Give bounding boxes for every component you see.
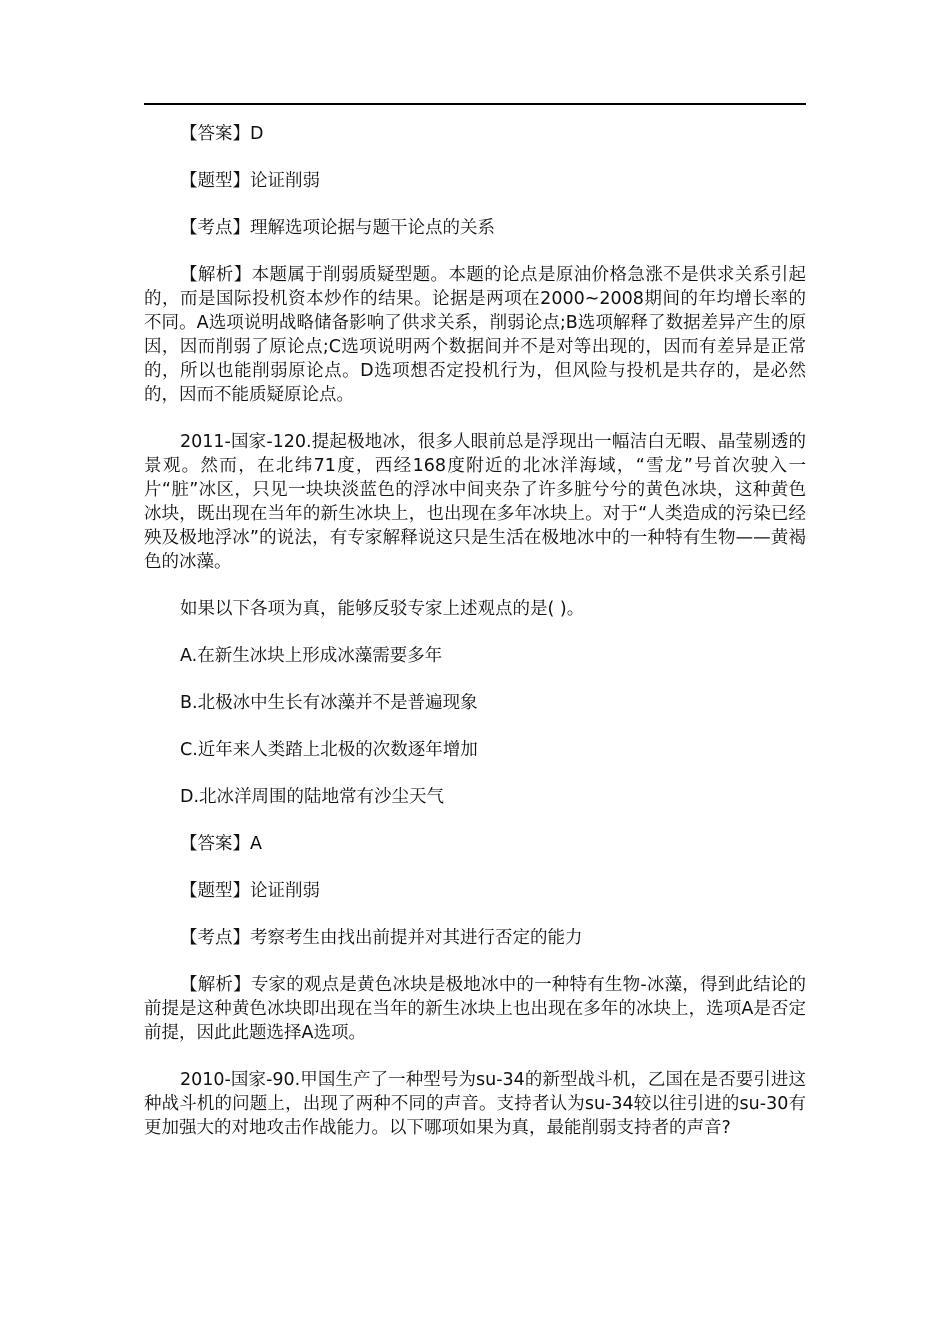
- top-divider: [144, 103, 806, 105]
- option-c: C.近年来人类踏上北极的次数逐年增加: [180, 740, 478, 760]
- analysis-paragraph: 【解析】专家的观点是黄色冰块是极地冰中的一种特有生物-冰藻，得到此结论的前提是这种黄色冰块即出现在当年的新生冰块上也出现在多年的冰块上，选项A是否定前提，因此此题选择A选项。: [144, 975, 806, 1043]
- question-paragraph: 2011-国家-120.提起极地冰，很多人眼前总是浮现出一幅洁白无暇、晶莹剔透的景观。然而，在北纬71度，西经168度附近的北冰洋海域，“雪龙”号首次驶入一片“脏”冰区，只见一块块淡蓝色的浮冰中间夹杂了许多脏兮兮的黄色冰块，这种黄色冰块，既出现在当年的新生冰块上，也出现在多年冰块上。对于“人类造成的污染已经殃及极地浮冰”的说法，有专家解释说这只是生活在极地冰中的一种特有生物——黄褐色的冰藻。: [144, 432, 806, 572]
- option-a: A.在新生冰块上形成冰藻需要多年: [180, 646, 443, 666]
- question-prompt: 如果以下各项为真，能够反驳专家上述观点的是( )。: [180, 599, 585, 619]
- question-type-line: 【题型】论证削弱: [180, 171, 320, 191]
- document-body: [144, 122, 806, 1163]
- option-b: B.北极冰中生长有冰藻并不是普遍现象: [180, 693, 478, 713]
- answer-line: 【答案】A: [180, 834, 262, 854]
- question-paragraph: 2010-国家-90.甲国生产了一种型号为su-34的新型战斗机，乙国在是否要引进这种战斗机的问题上，出现了两种不同的声音。支持者认为su-34较以往引进的su-30有更加强大的对地攻击作战能力。以下哪项如果为真，最能削弱支持者的声音?: [144, 1070, 806, 1138]
- question-type-line: 【题型】论证削弱: [180, 881, 320, 901]
- test-point-line: 【考点】考察考生由找出前提并对其进行否定的能力: [180, 928, 583, 948]
- test-point-line: 【考点】理解选项论据与题干论点的关系: [180, 218, 495, 238]
- option-d: D.北冰洋周围的陆地常有沙尘天气: [180, 787, 445, 807]
- analysis-paragraph: 【解析】本题属于削弱质疑型题。本题的论点是原油价格急涨不是供求关系引起的，而是国际投机资本炒作的结果。论据是两项在2000~2008期间的年均增长率的不同。A选项说明战略储备影响了供求关系，削弱论点;B选项解释了数据差异产生的原因，因而削弱了原论点;C选项说明两个数据间并不是对等出现的，因而有差异是正常的，所以也能削弱原论点。D选项想否定投机行为，但风险与投机是共存的，是必然的，因而不能质疑原论点。: [144, 265, 806, 405]
- answer-line: 【答案】D: [180, 124, 264, 144]
